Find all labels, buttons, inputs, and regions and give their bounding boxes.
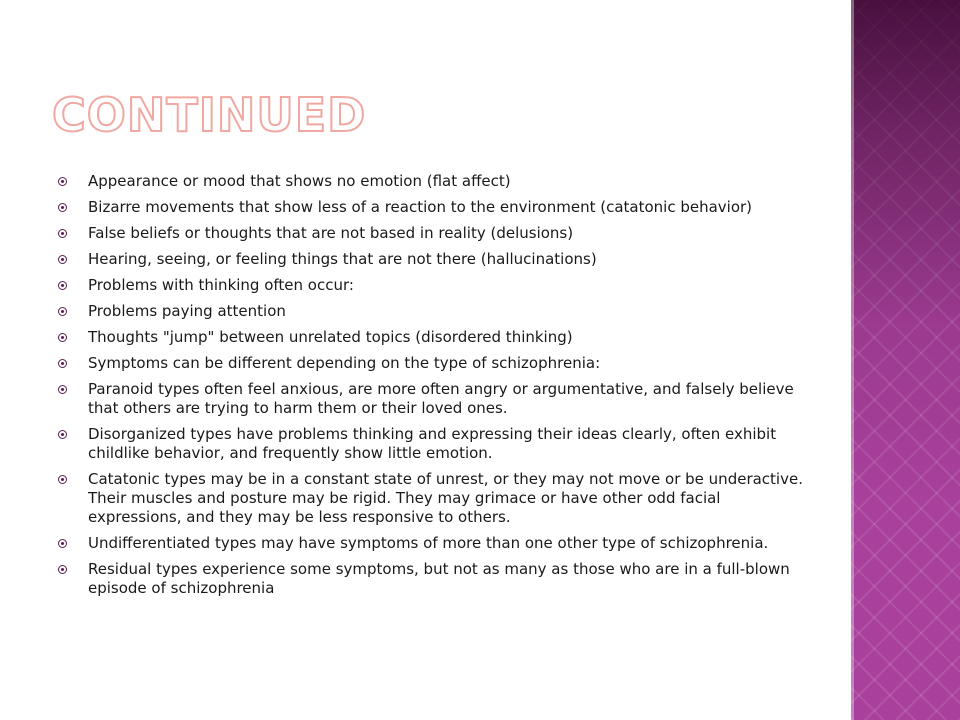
circle-bullet-icon	[58, 385, 67, 394]
list-item	[58, 560, 803, 598]
bullet-text: Bizarre movements that show less of a reaction to the environment (catatonic behavior)	[88, 198, 753, 216]
circle-bullet-icon	[58, 333, 67, 342]
circle-bullet-icon	[58, 359, 67, 368]
bullet-text: Hearing, seeing, or feeling things that are not there (hallucinations)	[88, 250, 597, 268]
list-item	[58, 354, 803, 373]
bullet-text: Appearance or mood that shows no emotion (flat affect)	[88, 172, 511, 190]
bullet-text: Residual types experience some symptoms, but not as many as those who are in a full-blown episode of schizophrenia	[88, 560, 790, 597]
list-item	[58, 250, 803, 269]
circle-bullet-icon	[58, 281, 67, 290]
bullet-text: Disorganized types have problems thinking and expressing their ideas clearly, often exhibit childlike behavior, and frequently show little emotion.	[88, 425, 777, 462]
bullet-text: Undifferentiated types may have symptoms of more than one other type of schizophrenia.	[88, 534, 769, 552]
list-item	[58, 172, 803, 191]
bullet-text: Thoughts "jump" between unrelated topics (disordered thinking)	[88, 328, 573, 346]
bullet-text: Problems paying attention	[88, 302, 286, 320]
list-item	[58, 380, 803, 418]
bullet-text: Symptoms can be different depending on the type of schizophrenia:	[88, 354, 601, 372]
decorative-side-panel	[851, 0, 960, 720]
circle-bullet-icon	[58, 203, 67, 212]
list-item	[58, 534, 803, 553]
circle-bullet-icon	[58, 307, 67, 316]
circle-bullet-icon	[58, 177, 67, 186]
list-item	[58, 302, 803, 321]
list-item	[58, 198, 803, 217]
circle-bullet-icon	[58, 539, 67, 548]
bullet-text: False beliefs or thoughts that are not based in reality (delusions)	[88, 224, 574, 242]
list-item	[58, 425, 803, 463]
list-item	[58, 224, 803, 243]
side-panel-divider	[851, 0, 854, 720]
circle-bullet-icon	[58, 565, 67, 574]
list-item	[58, 328, 803, 347]
list-item	[58, 470, 803, 527]
bullet-text: Catatonic types may be in a constant state of unrest, or they may not move or be underactive. Their muscles and posture may be rigid. They may grimace or have other odd facial expressions, and they may be less responsive to others.	[88, 470, 803, 526]
list-item	[58, 276, 803, 295]
bullet-list	[58, 172, 803, 598]
circle-bullet-icon	[58, 255, 67, 264]
slide-title: CONTINUED	[52, 88, 367, 142]
circle-bullet-icon	[58, 229, 67, 238]
bullet-text: Problems with thinking often occur:	[88, 276, 354, 294]
circle-bullet-icon	[58, 475, 67, 484]
circle-bullet-icon	[58, 430, 67, 439]
bullet-text: Paranoid types often feel anxious, are more often angry or argumentative, and falsely believe that others are trying to harm them or their loved ones.	[88, 380, 794, 417]
slide-content	[58, 172, 803, 605]
